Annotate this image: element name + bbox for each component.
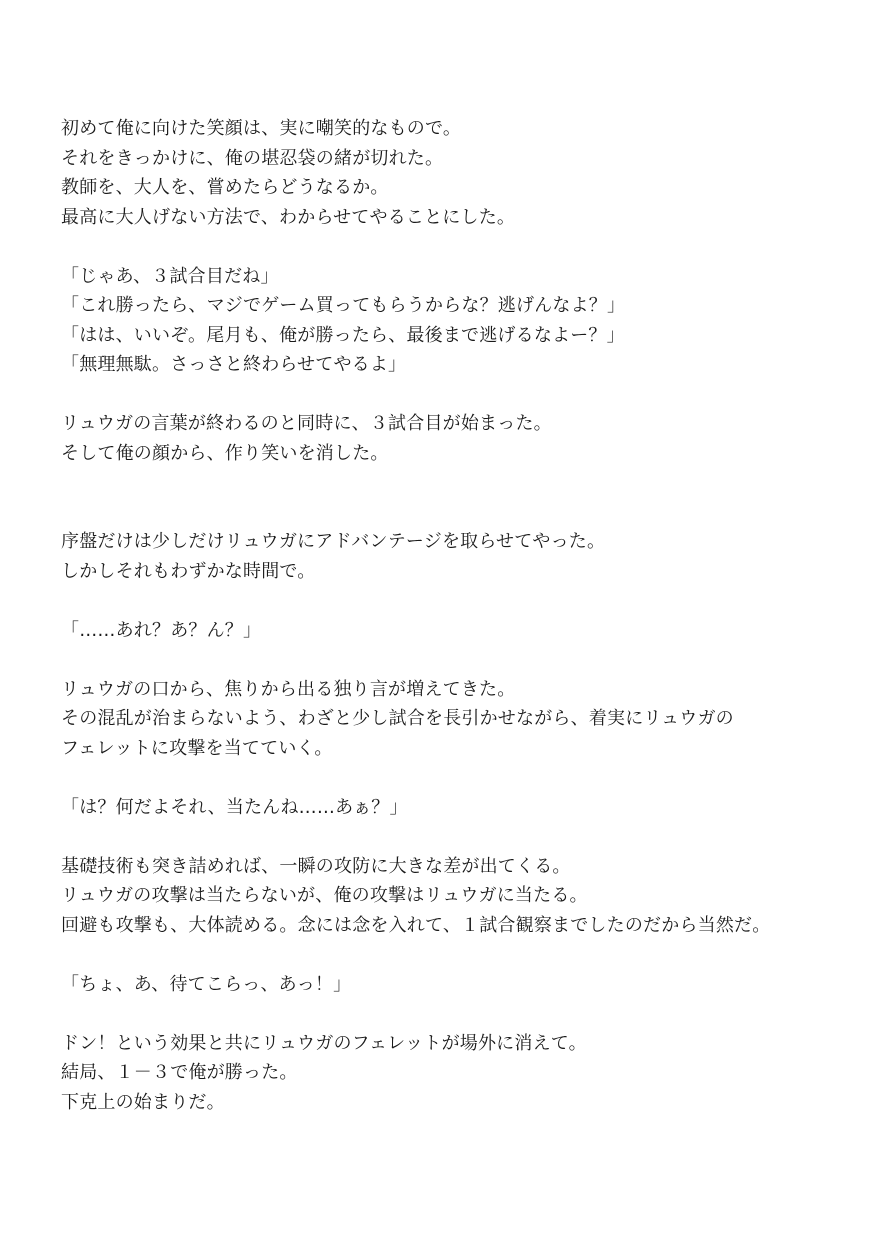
paragraph-spacer (61, 763, 861, 793)
paragraph (61, 114, 861, 232)
text-line: 下克上の始まりだ。 (61, 1091, 225, 1113)
text-line: その混乱が治まらないよう、わざと少し試合を長引かせながら、着実にリュウガの (61, 708, 734, 729)
dialogue-line: 「じゃあ、３試合目だね」 (61, 265, 279, 287)
paragraph (61, 262, 861, 380)
paragraph (61, 409, 861, 468)
text-line: それをきっかけに、俺の堪忍袋の緒が切れた。 (61, 147, 444, 169)
paragraph (61, 616, 861, 646)
scene-break (61, 468, 861, 527)
text-line: そして俺の顔から、作り笑いを消した。 (61, 442, 389, 464)
paragraph (61, 527, 861, 586)
paragraph (61, 970, 861, 1000)
text-line: リュウガの攻撃は当たらないが、俺の攻撃はリュウガに当たる。 (61, 885, 588, 906)
paragraph-spacer (61, 999, 861, 1029)
text-line: リュウガの言葉が終わるのと同時に、３試合目が始まった。 (61, 413, 552, 434)
dialogue-line: 「ちょ、あ、待てこらっ、あっ！」 (61, 973, 352, 995)
paragraph (61, 852, 861, 941)
paragraph-spacer (61, 645, 861, 675)
paragraph (61, 1029, 861, 1118)
text-line: 結局、１－３で俺が勝った。 (61, 1062, 298, 1083)
text-line: 基礎技術も突き詰めれば、一瞬の攻防に大きな差が出てくる。 (61, 855, 571, 877)
story-text (61, 114, 861, 1117)
dialogue-line: 「……あれ？あ？ん？」 (61, 619, 262, 641)
text-line: 回避も攻撃も、大体読める。念には念を入れて、１試合観察までしたのだから当然だ。 (61, 914, 771, 936)
text-line: 初めて俺に向けた笑顔は、実に嘲笑的なもので。 (61, 118, 462, 139)
text-line: ドン！という効果と共にリュウガのフェレットが場外に消えて。 (61, 1032, 587, 1054)
text-line: フェレットに攻撃を当てていく。 (61, 737, 333, 759)
paragraph-spacer (61, 822, 861, 852)
text-line: リュウガの口から、焦りから出る独り言が増えてきた。 (61, 678, 516, 700)
dialogue-line: 「はは、いいぞ。尾月も、俺が勝ったら、最後まで逃げるなよー？」 (61, 324, 625, 346)
dialogue-line: 「は？何だよそれ、当たんね……あぁ？」 (61, 796, 408, 818)
paragraph-spacer (61, 586, 861, 616)
dialogue-line: 「これ勝ったら、マジでゲーム買ってもらうからな？逃げんなよ？」 (61, 295, 626, 316)
paragraph-spacer (61, 232, 861, 262)
text-line: しかしそれもわずかな時間で。 (61, 560, 316, 582)
paragraph-spacer (61, 940, 861, 970)
paragraph-spacer (61, 380, 861, 410)
paragraph (61, 675, 861, 764)
text-line: 序盤だけは少しだけリュウガにアドバンテージを取らせてやった。 (61, 531, 606, 552)
paragraph (61, 793, 861, 823)
text-line: 教師を、大人を、嘗めたらどうなるか。 (61, 177, 389, 198)
text-line: 最高に大人げない方法で、わからせてやることにした。 (61, 206, 516, 228)
dialogue-line: 「無理無駄。さっさと終わらせてやるよ」 (61, 354, 407, 375)
